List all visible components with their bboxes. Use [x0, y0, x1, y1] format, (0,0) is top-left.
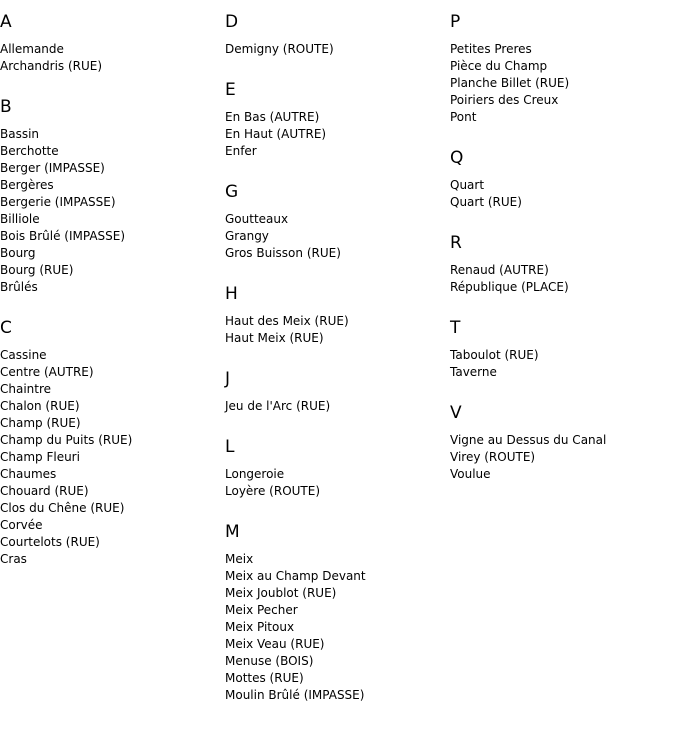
index-column-1	[0, 0, 225, 589]
street-item[interactable]: En Haut (AUTRE)	[225, 127, 327, 141]
letter-group	[450, 232, 675, 296]
street-list	[450, 347, 675, 381]
street-item[interactable]: Meix Joublot (RUE)	[225, 586, 337, 600]
street-item[interactable]: Brûlés	[0, 280, 38, 294]
street-item[interactable]: Quart (RUE)	[450, 195, 522, 209]
street-item[interactable]: Haut des Meix (RUE)	[225, 314, 349, 328]
letter-group	[0, 317, 225, 568]
street-item[interactable]: Bassin	[0, 127, 40, 141]
street-item[interactable]: Planche Billet (RUE)	[450, 76, 570, 90]
street-item[interactable]: Pont	[450, 110, 477, 124]
street-item[interactable]: Jeu de l'Arc (RUE)	[225, 399, 331, 413]
street-item[interactable]: Berchotte	[0, 144, 59, 158]
street-list	[450, 262, 675, 296]
street-item[interactable]: Allemande	[0, 42, 64, 56]
street-list	[225, 211, 450, 262]
street-list	[225, 41, 450, 58]
street-item[interactable]: Bergères	[0, 178, 54, 192]
letter-heading: M	[225, 522, 240, 542]
street-item[interactable]: Chouard (RUE)	[0, 484, 89, 498]
street-item[interactable]: République (PLACE)	[450, 280, 569, 294]
letter-heading: Q	[450, 148, 464, 168]
street-item[interactable]: Bois Brûlé (IMPASSE)	[0, 229, 126, 243]
street-list	[0, 41, 225, 75]
street-list	[0, 126, 225, 296]
letter-heading: R	[450, 233, 462, 253]
street-item[interactable]: Longeroie	[225, 467, 285, 481]
street-item[interactable]: Mottes (RUE)	[225, 671, 304, 685]
street-item[interactable]: Meix Pitoux	[225, 620, 295, 634]
street-item[interactable]: Bergerie (IMPASSE)	[0, 195, 116, 209]
street-item[interactable]: Archandris (RUE)	[0, 59, 103, 73]
letter-heading: J	[225, 369, 231, 389]
street-list	[0, 347, 225, 568]
street-item[interactable]: Chaumes	[0, 467, 57, 481]
letter-heading: V	[450, 403, 462, 423]
street-item[interactable]: Moulin Brûlé (IMPASSE)	[225, 688, 365, 702]
street-item[interactable]: Meix Pecher	[225, 603, 298, 617]
street-item[interactable]: Taboulot (RUE)	[450, 348, 539, 362]
street-item[interactable]: Gros Buisson (RUE)	[225, 246, 341, 260]
street-item[interactable]: Poiriers des Creux	[450, 93, 559, 107]
letter-group	[225, 79, 450, 160]
letter-heading: C	[0, 318, 12, 338]
street-item[interactable]: Virey (ROUTE)	[450, 450, 536, 464]
letter-group	[0, 96, 225, 296]
street-item[interactable]: Bourg (RUE)	[0, 263, 74, 277]
street-item[interactable]: Meix au Champ Devant	[225, 569, 366, 583]
street-item[interactable]: Meix Veau (RUE)	[225, 637, 325, 651]
street-item[interactable]: Cras	[0, 552, 27, 566]
letter-heading: E	[225, 80, 236, 100]
letter-group	[450, 317, 675, 381]
street-item[interactable]: Pièce du Champ	[450, 59, 548, 73]
street-item[interactable]: Courtelots (RUE)	[0, 535, 100, 549]
street-item[interactable]: Demigny (ROUTE)	[225, 42, 334, 56]
letter-group	[225, 283, 450, 347]
letter-heading: A	[0, 12, 12, 32]
street-item[interactable]: Corvée	[0, 518, 43, 532]
letter-heading: B	[0, 97, 12, 117]
street-item[interactable]: Clos du Chêne (RUE)	[0, 501, 125, 515]
letter-heading: G	[225, 182, 239, 202]
street-list	[225, 109, 450, 160]
street-item[interactable]: Chaintre	[0, 382, 52, 396]
street-item[interactable]: Goutteaux	[225, 212, 289, 226]
street-item[interactable]: Vigne au Dessus du Canal	[450, 433, 607, 447]
street-list	[225, 466, 450, 500]
street-list	[225, 551, 450, 704]
letter-group	[225, 368, 450, 415]
letter-group	[225, 436, 450, 500]
street-item[interactable]: Menuse (BOIS)	[225, 654, 314, 668]
street-item[interactable]: Voulue	[450, 467, 491, 481]
street-item[interactable]: Billiole	[0, 212, 40, 226]
street-item[interactable]: Centre (AUTRE)	[0, 365, 94, 379]
street-item[interactable]: Haut Meix (RUE)	[225, 331, 324, 345]
letter-heading: H	[225, 284, 238, 304]
street-item[interactable]: Enfer	[225, 144, 257, 158]
street-item[interactable]: Chalon (RUE)	[0, 399, 80, 413]
letter-group	[450, 147, 675, 211]
letter-heading: D	[225, 12, 239, 32]
letter-group	[225, 11, 450, 58]
street-item[interactable]: Quart	[450, 178, 485, 192]
street-list	[225, 313, 450, 347]
letter-heading: L	[225, 437, 235, 457]
street-list	[225, 398, 450, 415]
street-list	[450, 41, 675, 126]
letter-group	[225, 181, 450, 262]
street-item[interactable]: Loyère (ROUTE)	[225, 484, 321, 498]
street-item[interactable]: En Bas (AUTRE)	[225, 110, 320, 124]
letter-heading: T	[450, 318, 461, 338]
index-column-2	[225, 0, 450, 725]
index-column-3	[450, 0, 675, 504]
letter-group	[450, 402, 675, 483]
street-item[interactable]: Grangy	[225, 229, 269, 243]
street-list	[450, 177, 675, 211]
street-item[interactable]: Berger (IMPASSE)	[0, 161, 105, 175]
street-item[interactable]: Meix	[225, 552, 254, 566]
street-item[interactable]: Cassine	[0, 348, 47, 362]
street-item[interactable]: Champ (RUE)	[0, 416, 81, 430]
letter-heading: P	[450, 12, 461, 32]
street-item[interactable]: Renaud (AUTRE)	[450, 263, 549, 277]
letter-group	[225, 521, 450, 704]
street-list	[450, 432, 675, 483]
street-item[interactable]: Champ Fleuri	[0, 450, 80, 464]
street-item[interactable]: Champ du Puits (RUE)	[0, 433, 133, 447]
letter-group	[0, 11, 225, 75]
street-item[interactable]: Bourg	[0, 246, 36, 260]
street-item[interactable]: Petites Preres	[450, 42, 532, 56]
letter-group	[450, 11, 675, 126]
street-item[interactable]: Taverne	[450, 365, 497, 379]
